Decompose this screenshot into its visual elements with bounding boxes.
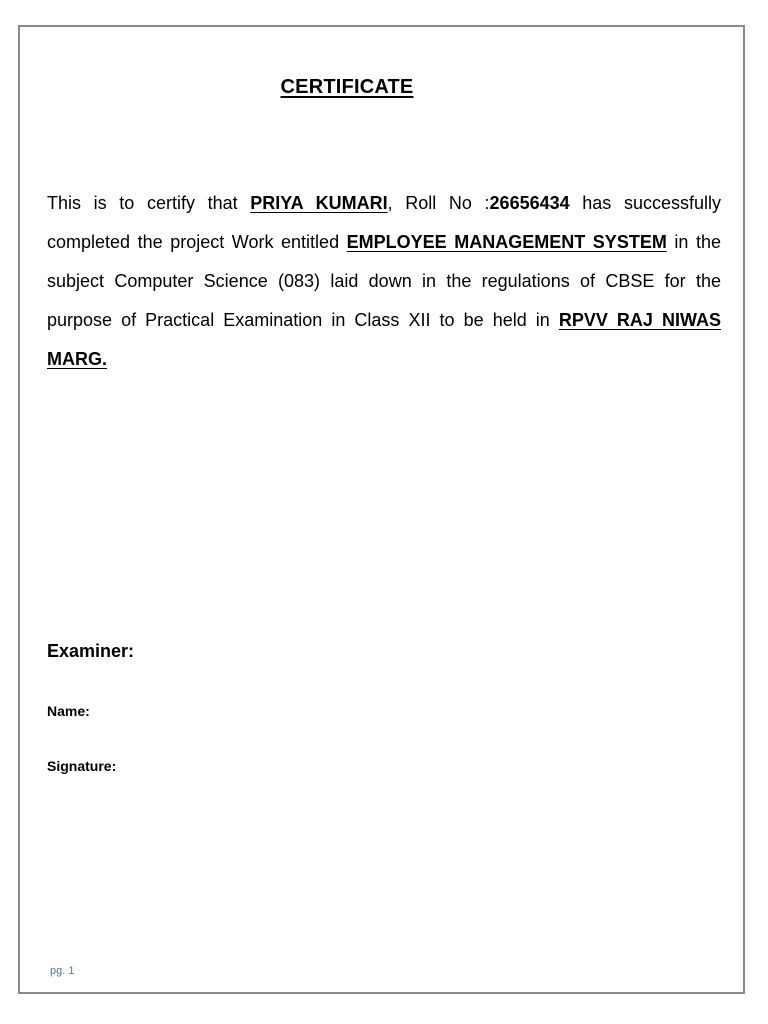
certificate-title: CERTIFICATE (280, 76, 414, 98)
roll-number: 26656434 (489, 193, 570, 213)
examiner-signature-label: Signature: (47, 758, 117, 774)
school-name: RPVV RAJ NIWAS MARG. (47, 310, 721, 369)
body-text-part1: This is to certify that (47, 193, 251, 213)
certificate-body (47, 184, 721, 379)
body-text-part2: , Roll No : (387, 193, 490, 213)
page-border (18, 25, 745, 994)
project-title: EMPLOYEE MANAGEMENT SYSTEM (346, 232, 667, 252)
body-text-part4: in the subject Computer Science (083) laid down in the regulations of CBSE for the purpose of Practical Examination in Class XII to be held in (47, 232, 721, 330)
body-text-part3: has successfully completed the project Work entitled (47, 193, 721, 252)
examiner-name-label: Name: (47, 703, 90, 719)
student-name: PRIYA KUMARI (250, 193, 388, 213)
examiner-heading: Examiner: (47, 641, 135, 661)
page-number: pg. 1 (50, 965, 75, 977)
